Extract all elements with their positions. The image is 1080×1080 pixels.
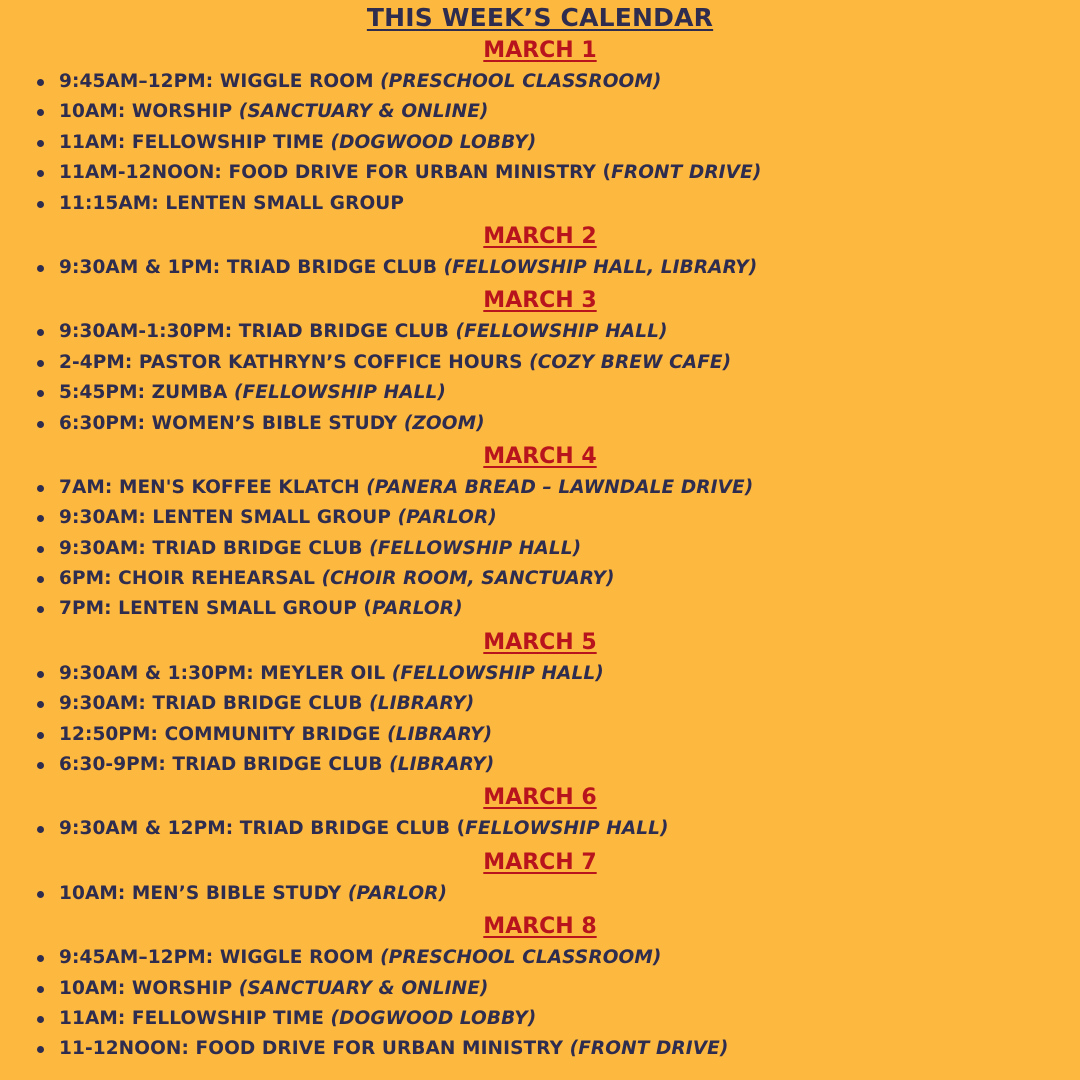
event-text: 6:30-9PM: TRIAD BRIDGE CLUB — [59, 754, 390, 776]
event-item — [0, 814, 1080, 844]
bullet-icon — [37, 360, 44, 367]
bullet-icon — [37, 170, 44, 177]
event-location: (FELLOWSHIP HALL) — [369, 537, 582, 559]
event-location: (PRESCHOOL CLASSROOM) — [380, 947, 662, 969]
bullet-icon — [37, 576, 44, 583]
event-item — [0, 189, 1080, 219]
event-item — [0, 348, 1080, 378]
event-location: (SANCTUARY & ONLINE) — [238, 977, 489, 999]
bullet-icon — [37, 891, 44, 898]
event-item — [0, 317, 1080, 347]
event-list — [0, 473, 1080, 625]
bullet-icon — [37, 109, 44, 116]
event-location: (ZOOM) — [403, 412, 485, 434]
event-text: 9:30AM-1:30PM: TRIAD BRIDGE CLUB — [59, 321, 456, 343]
day-heading: MARCH 1 — [483, 38, 597, 63]
bullet-icon — [37, 79, 44, 86]
event-location: FELLOWSHIP HALL) — [465, 818, 669, 840]
day-heading: MARCH 4 — [483, 443, 597, 469]
bullet-icon — [37, 546, 44, 553]
event-item — [0, 750, 1080, 780]
bullet-icon — [37, 265, 44, 272]
event-location: PARLOR) — [371, 598, 463, 620]
event-text: 7AM: MEN'S KOFFEE KLATCH — [59, 476, 367, 498]
bullet-icon — [37, 201, 44, 208]
event-item — [0, 97, 1080, 127]
event-location: (PARLOR) — [347, 882, 448, 904]
event-location: (FELLOWSHIP HALL) — [233, 382, 446, 404]
event-list — [0, 943, 1080, 1065]
event-text: 10AM: WORSHIP — [59, 101, 239, 123]
event-text: 6:30PM: WOMEN’S BIBLE STUDY — [59, 412, 404, 434]
event-location: (FRONT DRIVE) — [569, 1038, 729, 1060]
event-item — [0, 253, 1080, 283]
event-text: 12:50PM: COMMUNITY BRIDGE — [59, 723, 388, 745]
event-item — [0, 564, 1080, 594]
event-text: 10AM: WORSHIP — [59, 977, 239, 999]
event-location: (DOGWOOD LOBBY) — [330, 131, 537, 153]
event-location: (LIBRARY) — [387, 723, 493, 745]
bullet-icon — [37, 390, 44, 397]
event-item — [0, 128, 1080, 158]
event-text: 9:30AM & 1PM: TRIAD BRIDGE CLUB — [59, 256, 444, 278]
event-item — [0, 689, 1080, 719]
event-text: 9:45AM–12PM: WIGGLE ROOM — [59, 71, 381, 92]
event-item — [0, 409, 1080, 439]
event-text: 9:30AM & 1:30PM: MEYLER OIL — [59, 662, 392, 684]
bullet-icon — [37, 515, 44, 522]
event-list — [0, 253, 1080, 283]
event-location: (LIBRARY) — [389, 754, 495, 776]
event-location: (PRESCHOOL CLASSROOM) — [380, 71, 662, 92]
event-item — [0, 1004, 1080, 1034]
event-item — [0, 720, 1080, 750]
event-list — [0, 659, 1080, 781]
calendar-title: THIS WEEK’S CALENDAR — [366, 3, 714, 32]
bullet-icon — [37, 955, 44, 962]
event-item — [0, 659, 1080, 689]
event-item — [0, 1034, 1080, 1064]
bullet-icon — [37, 606, 44, 613]
event-location: (FELLOWSHIP HALL, LIBRARY) — [443, 256, 758, 278]
event-item — [0, 473, 1080, 503]
event-location: (SANCTUARY & ONLINE) — [238, 101, 489, 123]
event-text: 9:30AM: TRIAD BRIDGE CLUB — [59, 537, 370, 559]
event-location: (DOGWOOD LOBBY) — [330, 1007, 537, 1029]
event-list — [0, 317, 1080, 439]
day-heading: MARCH 8 — [483, 914, 597, 940]
event-location: (COZY BREW CAFE) — [529, 351, 732, 373]
event-item — [0, 503, 1080, 533]
day-heading: MARCH 6 — [483, 785, 597, 811]
bullet-icon — [37, 732, 44, 739]
bullet-icon — [37, 421, 44, 428]
event-text: 2-4PM: PASTOR KATHRYN’S COFFICE HOURS — [59, 351, 530, 373]
event-item — [0, 378, 1080, 408]
bullet-icon — [37, 1046, 44, 1053]
event-text: 9:45AM–12PM: WIGGLE ROOM — [59, 947, 381, 969]
event-text: 9:30AM: LENTEN SMALL GROUP — [59, 507, 398, 529]
day-heading: MARCH 3 — [483, 288, 597, 314]
event-text: 11AM-12NOON: FOOD DRIVE FOR URBAN MINISTRY ( — [59, 162, 612, 184]
event-list — [0, 814, 1080, 844]
calendar-days — [0, 35, 1080, 1065]
event-item — [0, 158, 1080, 188]
bullet-icon — [37, 485, 44, 492]
bullet-icon — [37, 671, 44, 678]
day-heading: MARCH 2 — [483, 223, 597, 249]
event-text: 11:15AM: LENTEN SMALL GROUP — [59, 192, 405, 214]
event-item — [0, 67, 1080, 97]
event-text: 9:30AM & 12PM: TRIAD BRIDGE CLUB ( — [59, 818, 466, 840]
event-item — [0, 879, 1080, 909]
event-text: 11AM: FELLOWSHIP TIME — [59, 131, 331, 153]
event-item — [0, 974, 1080, 1004]
event-location: FRONT DRIVE) — [611, 162, 762, 184]
bullet-icon — [37, 762, 44, 769]
bullet-icon — [37, 140, 44, 147]
event-text: 5:45PM: ZUMBA — [59, 382, 234, 404]
bullet-icon — [37, 329, 44, 336]
event-text: 7PM: LENTEN SMALL GROUP ( — [59, 598, 372, 620]
event-item — [0, 534, 1080, 564]
event-item — [0, 594, 1080, 624]
bullet-icon — [37, 826, 44, 833]
event-item — [0, 943, 1080, 973]
bullet-icon — [37, 1016, 44, 1023]
bullet-icon — [37, 986, 44, 993]
event-list — [0, 879, 1080, 909]
event-text: 11AM: FELLOWSHIP TIME — [59, 1007, 331, 1029]
event-location: (PANERA BREAD – LAWNDALE DRIVE) — [366, 476, 754, 498]
event-location: (FELLOWSHIP HALL) — [455, 321, 668, 343]
event-list — [0, 67, 1080, 219]
day-heading: MARCH 5 — [483, 629, 597, 655]
event-text: 10AM: MEN’S BIBLE STUDY — [59, 882, 348, 904]
event-location: (PARLOR) — [397, 507, 497, 529]
event-location: (CHOIR ROOM, SANCTUARY) — [321, 568, 615, 590]
day-heading: MARCH 7 — [483, 849, 597, 875]
bullet-icon — [37, 701, 44, 708]
event-location: (FELLOWSHIP HALL) — [391, 662, 604, 684]
event-location: (LIBRARY) — [369, 693, 475, 715]
event-text: 11-12NOON: FOOD DRIVE FOR URBAN MINISTRY — [59, 1038, 570, 1060]
event-text: 9:30AM: TRIAD BRIDGE CLUB — [59, 693, 370, 715]
event-text: 6PM: CHOIR REHEARSAL — [59, 568, 322, 590]
